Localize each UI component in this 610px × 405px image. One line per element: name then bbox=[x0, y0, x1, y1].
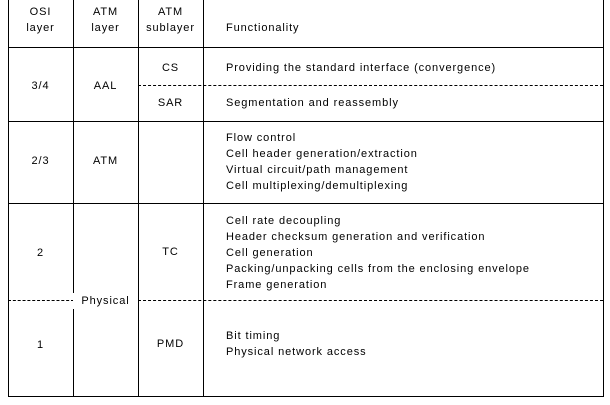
function-item: Packing/unpacking cells from the enclosing envelope bbox=[226, 263, 530, 275]
osi-layer-3-4: 3/4 bbox=[31, 80, 50, 92]
atm-layer-physical: Physical bbox=[73, 293, 138, 309]
tc-pmd-divider-right bbox=[138, 300, 603, 301]
aal-atm-divider bbox=[8, 121, 604, 122]
function-cs: Providing the standard interface (convergence) bbox=[226, 62, 497, 74]
cs-sar-divider bbox=[138, 85, 603, 86]
table-right-border bbox=[603, 0, 604, 397]
function-item: Cell multiplexing/demultiplexing bbox=[226, 180, 409, 192]
column-divider-sublayer bbox=[203, 0, 204, 397]
column-divider-osi bbox=[73, 0, 74, 397]
function-item: Flow control bbox=[226, 132, 297, 144]
function-item: Cell header generation/extraction bbox=[226, 148, 418, 160]
header-sublayer: ATM sublayer bbox=[146, 6, 195, 34]
header-functionality: Functionality bbox=[226, 22, 300, 34]
osi-layer-2-3: 2/3 bbox=[31, 155, 50, 167]
function-list-atm bbox=[226, 130, 418, 194]
function-item: Cell rate decoupling bbox=[226, 215, 342, 227]
function-list-tc bbox=[226, 213, 530, 293]
sublayer-tc: TC bbox=[162, 246, 179, 258]
function-sar: Segmentation and reassembly bbox=[226, 97, 399, 109]
table-bottom-border bbox=[8, 396, 604, 397]
sublayer-pmd: PMD bbox=[156, 338, 185, 350]
header-atm: ATM layer bbox=[91, 6, 120, 34]
header-divider bbox=[8, 47, 604, 48]
atm-physical-divider bbox=[8, 203, 604, 204]
sublayer-sar: SAR bbox=[157, 97, 184, 109]
function-item: Bit timing bbox=[226, 330, 281, 342]
function-item: Virtual circuit/path management bbox=[226, 164, 409, 176]
function-item: Header checksum generation and verification bbox=[226, 231, 486, 243]
function-item: Physical network access bbox=[226, 346, 367, 358]
sublayer-cs: CS bbox=[161, 62, 180, 74]
function-list-pmd bbox=[226, 328, 367, 360]
function-item: Frame generation bbox=[226, 279, 328, 291]
osi-layer-2: 2 bbox=[36, 247, 45, 259]
tc-pmd-divider-left bbox=[8, 300, 74, 301]
function-item: Cell generation bbox=[226, 247, 314, 259]
header-osi: OSI layer bbox=[26, 6, 55, 34]
atm-layer-aal: AAL bbox=[93, 80, 118, 92]
atm-layer-atm: ATM bbox=[92, 155, 119, 167]
osi-layer-1: 1 bbox=[36, 339, 45, 351]
